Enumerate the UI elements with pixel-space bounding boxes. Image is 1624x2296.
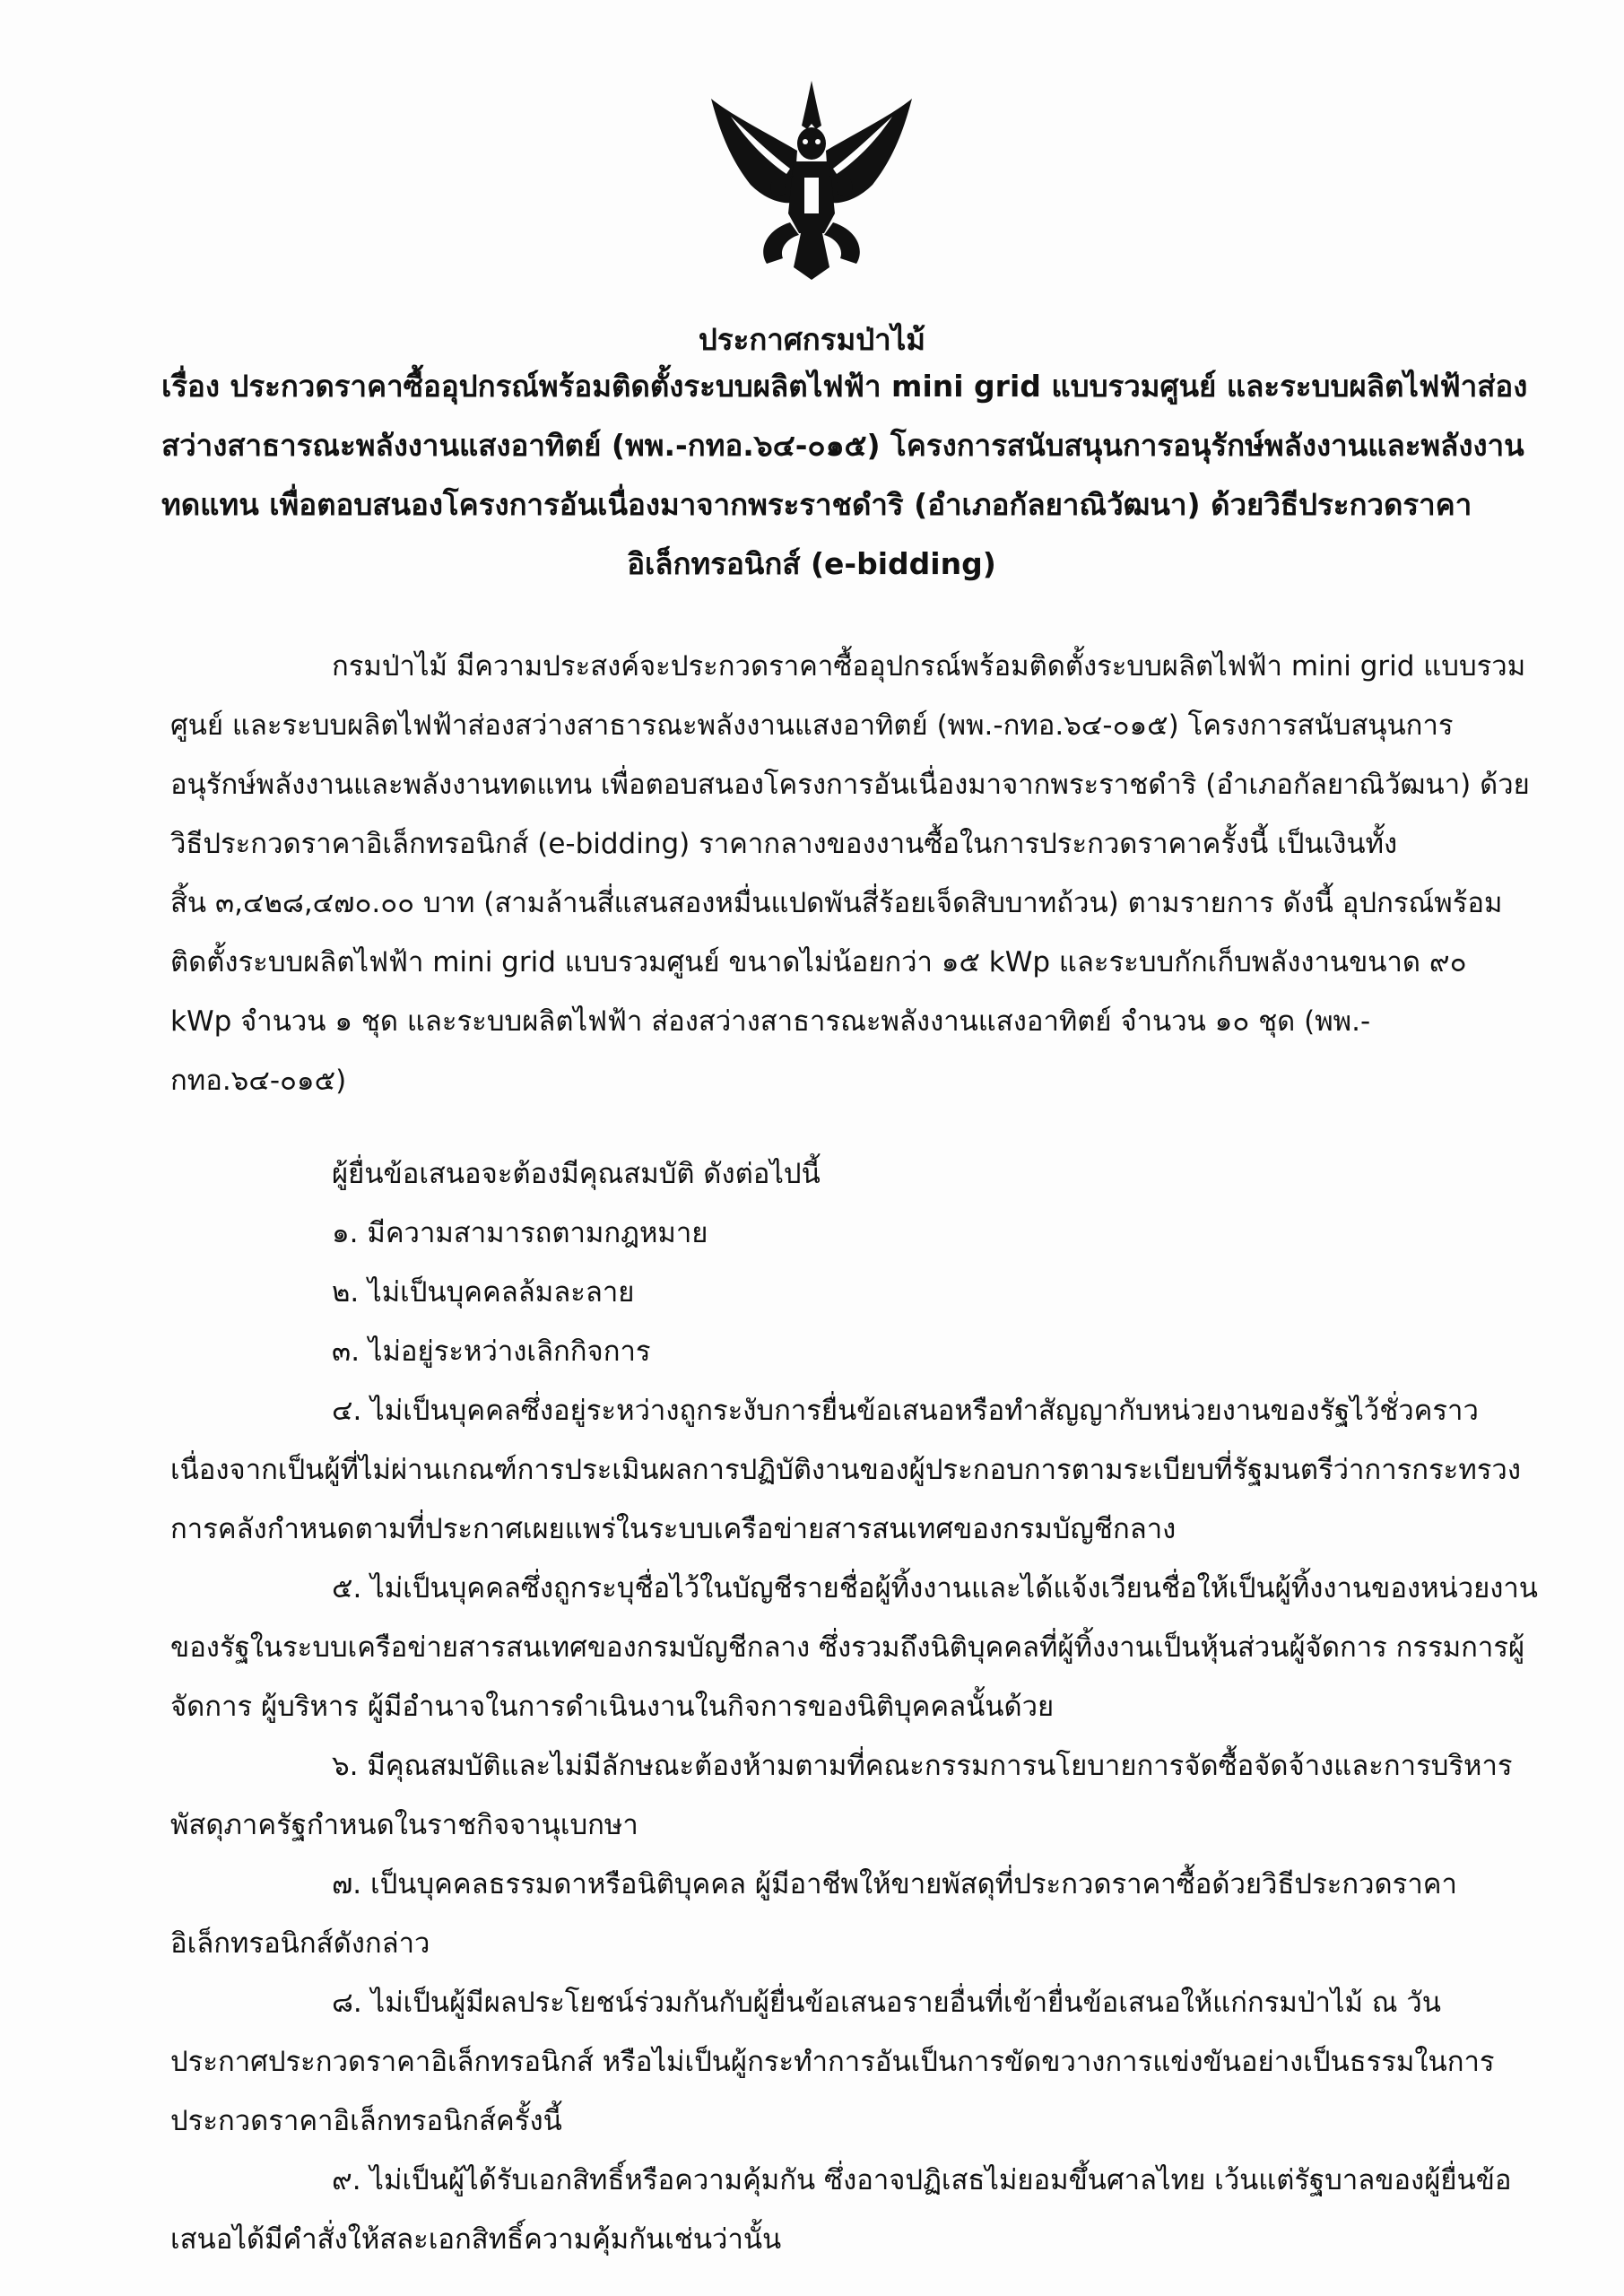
subject-block <box>161 357 1528 594</box>
paragraph-line: สิ้น ๓,๔๒๘,๔๗๐.๐๐ บาท (สามล้านสี่แสนสองหมื่นแปดพันสี่ร้อยเจ็ดสิบบาทถ้วน) ตามรายการ ดังนี้ อุปกรณ์พร้อม <box>170 887 1503 919</box>
list-item-continuation: เนื่องจากเป็นผู้ที่ไม่ผ่านเกณฑ์การประเมินผลการปฏิบัติงานของผู้ประกอบการตามระเบียบที่รัฐมนตรีว่าการกระทรวง <box>170 1454 1521 1486</box>
list-item-continuation: ประกาศประกวดราคาอิเล็กทรอนิกส์ หรือไม่เป็นผู้กระทำการอันเป็นการขัดขวางการแข่งขันอย่างเป็นธรรมในการ <box>170 2046 1495 2078</box>
list-item: ๗. เป็นบุคคลธรรมดาหรือนิติบุคคล ผู้มีอาชีพให้ขายพัสดุที่ประกวดราคาซื้อด้วยวิธีประกวดราคา <box>332 1868 1457 1900</box>
list-item-continuation: ประกวดราคาอิเล็กทรอนิกส์ครั้งนี้ <box>170 2105 562 2137</box>
list-item: ๓. ไม่อยู่ระหว่างเลิกกิจการ <box>332 1335 651 1368</box>
list-item-continuation: จัดการ ผู้บริหาร ผู้มีอำนาจในการดำเนินงานในกิจการของนิติบุคคลนั้นด้วย <box>170 1691 1055 1723</box>
list-item-continuation: พัสดุภาครัฐกำหนดในราชกิจจานุเบกษา <box>170 1809 638 1841</box>
qualifications-list <box>170 1144 1539 2269</box>
paragraph-line: กทอ.๖๔-๐๑๕) <box>170 1065 347 1097</box>
list-item: ๔. ไม่เป็นบุคคลซึ่งอยู่ระหว่างถูกระงับการยื่นข้อเสนอหรือทำสัญญากับหน่วยงานของรัฐไว้ชั่วคราว <box>332 1395 1479 1427</box>
paragraph-line: ติดตั้งระบบผลิตไฟฟ้า mini grid แบบรวมศูนย์ ขนาดไม่น้อยกว่า ๑๕ kWp และระบบกักเก็บพลังงานขนาด ๙๐ <box>170 946 1467 978</box>
announcement-title: ประกาศกรมป่าไม้ <box>698 322 926 357</box>
list-item: ๕. ไม่เป็นบุคคลซึ่งถูกระบุชื่อไว้ในบัญชีรายชื่อผู้ทิ้งงานและได้แจ้งเวียนชื่อให้เป็นผู้ทิ้งงานของหน่วยงาน <box>332 1572 1539 1605</box>
list-item-continuation: ของรัฐในระบบเครือข่ายสารสนเทศของกรมบัญชีกลาง ซึ่งรวมถึงนิติบุคคลที่ผู้ทิ้งงานเป็นหุ้นส่วนผู้จัดการ กรรมการผู้ <box>170 1631 1525 1664</box>
subject-line: อิเล็กทรอนิกส์ (e-bidding) <box>627 546 996 581</box>
intro-paragraph <box>170 637 1530 1110</box>
list-item: ๙. ไม่เป็นผู้ได้รับเอกสิทธิ์หรือความคุ้มกัน ซึ่งอาจปฏิเสธไม่ยอมขึ้นศาลไทย เว้นแต่รัฐบาลของผู้ยื่นข้อ <box>332 2164 1512 2196</box>
subject-line: เรื่อง ประกวดราคาซื้ออุปกรณ์พร้อมติดตั้งระบบผลิตไฟฟ้า mini grid แบบรวมศูนย์ และระบบผลิตไฟฟ้าส่อง <box>161 369 1528 404</box>
list-item-continuation: การคลังกำหนดตามที่ประกาศเผยแพร่ในระบบเครือข่ายสารสนเทศของกรมบัญชีกลาง <box>170 1513 1177 1545</box>
paragraph-line: kWp จำนวน ๑ ชุด และระบบผลิตไฟฟ้า ส่องสว่างสาธารณะพลังงานแสงอาทิตย์ จำนวน ๑๐ ชุด (พพ.- <box>170 1005 1371 1038</box>
subject-line: สว่างสาธารณะพลังงานแสงอาทิตย์ (พพ.-กทอ.๖๔-๐๑๕) โครงการสนับสนุนการอนุรักษ์พลังงานและพลังงาน <box>161 428 1524 463</box>
paragraph-line: ศูนย์ และระบบผลิตไฟฟ้าส่องสว่างสาธารณะพลังงานแสงอาทิตย์ (พพ.-กทอ.๖๔-๐๑๕) โครงการสนับสนุนการ <box>170 709 1454 742</box>
list-item-continuation: อิเล็กทรอนิกส์ดังกล่าว <box>170 1927 430 1960</box>
list-item: ๖. มีคุณสมบัติและไม่มีลักษณะต้องห้ามตามที่คณะกรรมการนโยบายการจัดซื้อจัดจ้างและการบริหาร <box>332 1750 1513 1782</box>
qualifications-heading: ผู้ยื่นข้อเสนอจะต้องมีคุณสมบัติ ดังต่อไปนี้ <box>332 1158 821 1190</box>
list-item: ๑. มีความสามารถตามกฎหมาย <box>332 1217 708 1249</box>
paragraph-line: วิธีประกวดราคาอิเล็กทรอนิกส์ (e-bidding) ราคากลางของงานซื้อในการประกวดราคาครั้งนี้ เป็นเงินทั้ง <box>170 828 1398 860</box>
garuda-emblem-icon <box>704 79 919 281</box>
subject-line: ทดแทน เพื่อตอบสนองโครงการอันเนื่องมาจากพระราชดำริ (อำเภอกัลยาณิวัฒนา) ด้วยวิธีประกวดราคา <box>161 487 1472 522</box>
paragraph-line: กรมป่าไม้ มีความประสงค์จะประกวดราคาซื้ออุปกรณ์พร้อมติดตั้งระบบผลิตไฟฟ้า mini grid แบบรวม <box>332 650 1526 683</box>
paragraph-line: อนุรักษ์พลังงานและพลังงานทดแทน เพื่อตอบสนองโครงการอันเนื่องมาจากพระราชดำริ (อำเภอกัลยาณิวัฒนา) ด้วย <box>170 769 1530 801</box>
list-item: ๒. ไม่เป็นบุคคลล้มละลาย <box>332 1276 635 1309</box>
list-item-continuation: เสนอได้มีคำสั่งให้สละเอกสิทธิ์ความคุ้มกันเช่นว่านั้น <box>170 2223 782 2256</box>
list-item: ๘. ไม่เป็นผู้มีผลประโยชน์ร่วมกันกับผู้ยื่นข้อเสนอรายอื่นที่เข้ายื่นข้อเสนอให้แก่กรมป่าไม้ ณ วัน <box>332 1987 1441 2019</box>
